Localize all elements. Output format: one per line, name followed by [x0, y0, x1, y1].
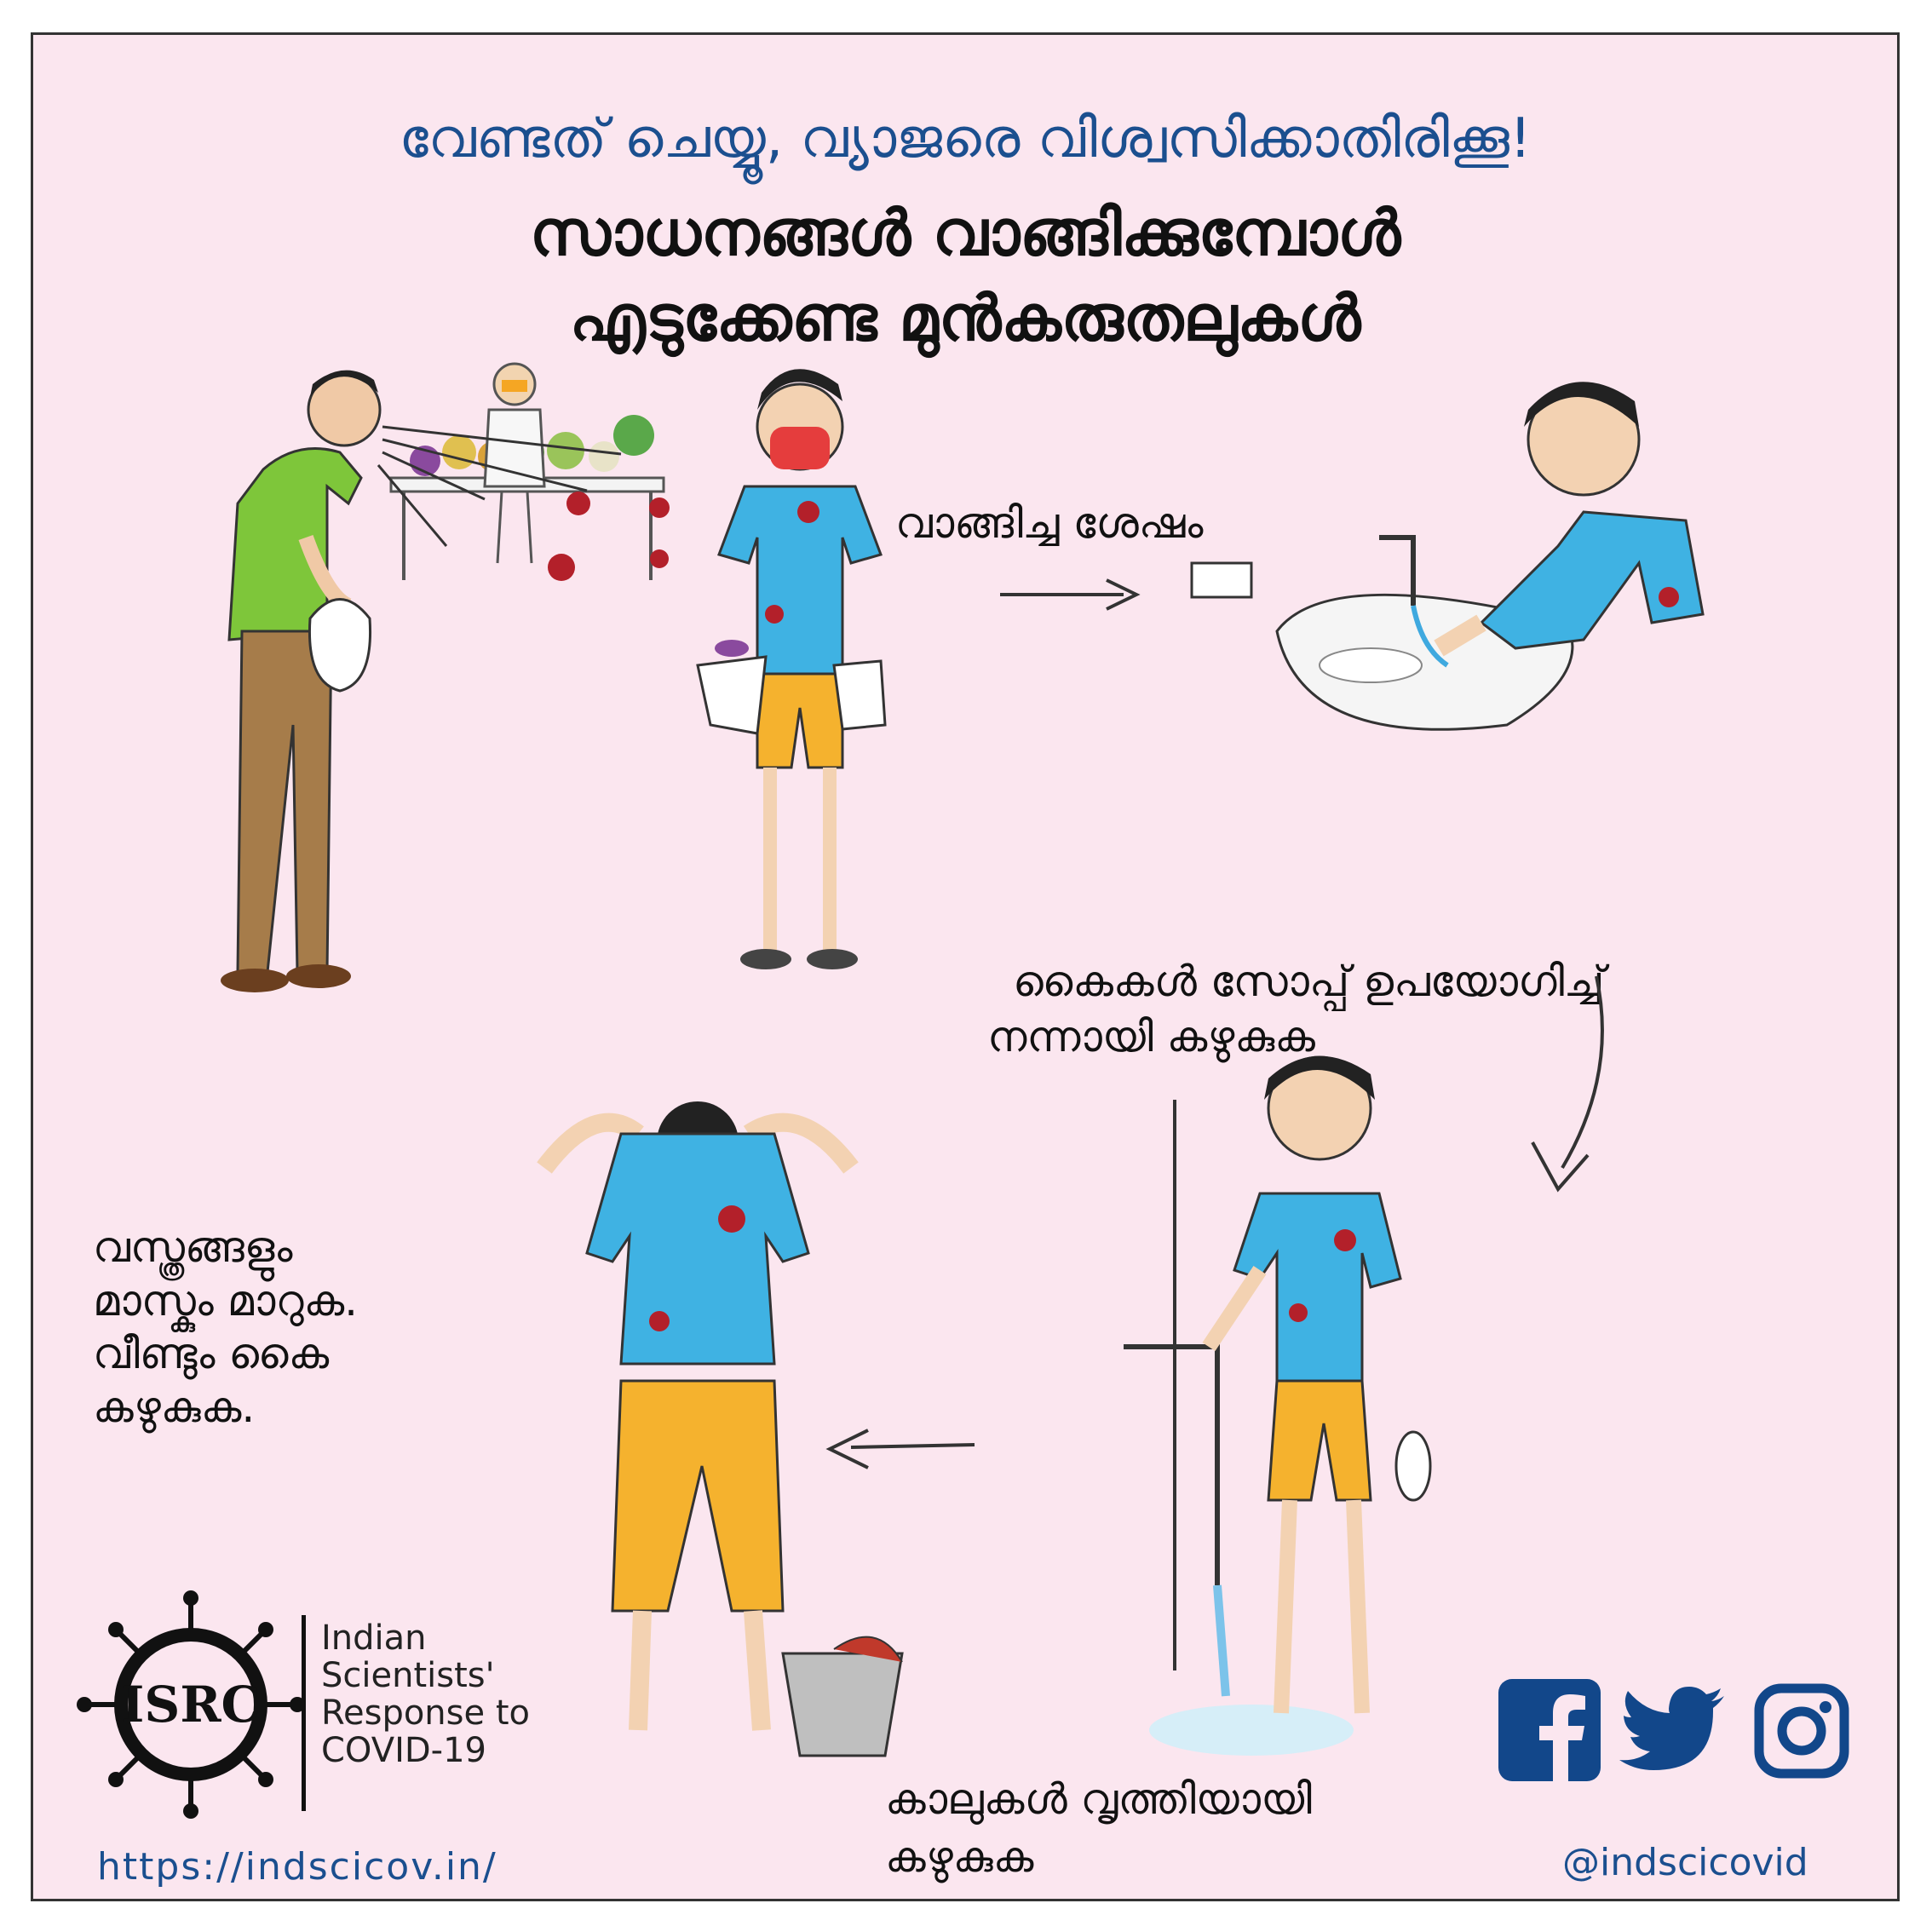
- wash-hands-line-2: നന്നായി കഴുകുക: [987, 1012, 1315, 1061]
- org-line-3: Response to: [321, 1693, 530, 1733]
- brand-divider: [302, 1615, 306, 1811]
- arrow-right-icon: [996, 573, 1149, 616]
- title-line-2: എടുക്കേണ്ട മുൻകരുതലുകൾ: [569, 282, 1361, 355]
- after-buying-label: വാങ്ങിച്ച ശേഷം: [895, 498, 1204, 548]
- change-clothes-line-1: വസ്ത്രങ്ങളും: [93, 1222, 293, 1272]
- poster: [31, 32, 1900, 1901]
- isrc-logo: [80, 1594, 302, 1815]
- vendor-stall: [391, 364, 664, 580]
- changing-clothes-illustration: [476, 1083, 919, 1764]
- org-line-4: COVID-19: [321, 1731, 487, 1770]
- title-line-1: സാധനങ്ങൾ വാങ്ങിക്കുമ്പോൾ: [529, 197, 1401, 270]
- leg-washing-illustration: [1107, 1057, 1532, 1781]
- wash-legs-line-2: കഴുകുക: [885, 1832, 1034, 1882]
- twitter-icon[interactable]: [1618, 1683, 1728, 1777]
- org-line-1: Indian: [321, 1619, 427, 1658]
- social-handle[interactable]: @indscicovid: [1562, 1841, 1808, 1884]
- facebook-icon[interactable]: [1498, 1679, 1601, 1781]
- hand-washing-illustration: [1226, 393, 1754, 904]
- change-clothes-line-2: മാസ്കും മാറുക.: [93, 1275, 359, 1325]
- change-clothes-text: [93, 1221, 358, 1434]
- market-scene-illustration: [246, 325, 911, 1074]
- wash-legs-line-1: കാലുകൾ വൃത്തിയായി: [885, 1774, 1312, 1824]
- wash-hands-line-1: കൈകൾ സോപ്പ് ഉപയോഗിച്ച്: [1013, 957, 1605, 1006]
- org-line-2: Scientists': [321, 1656, 495, 1695]
- tagline: വേണ്ടത് ചെയ്യൂ, വ്യാജരെ വിശ്വസിക്കാതിരിക്കൂ!: [399, 107, 1532, 170]
- org-name: [321, 1619, 530, 1769]
- change-clothes-line-4: കഴുകുക.: [93, 1382, 256, 1432]
- logo-text: ISRC: [121, 1676, 261, 1734]
- website-link[interactable]: https://indscicov.in/: [97, 1845, 497, 1889]
- instagram-icon[interactable]: [1754, 1683, 1849, 1779]
- change-clothes-line-3: വീണ്ടും കൈ: [93, 1329, 330, 1378]
- masked-boy: [698, 369, 885, 969]
